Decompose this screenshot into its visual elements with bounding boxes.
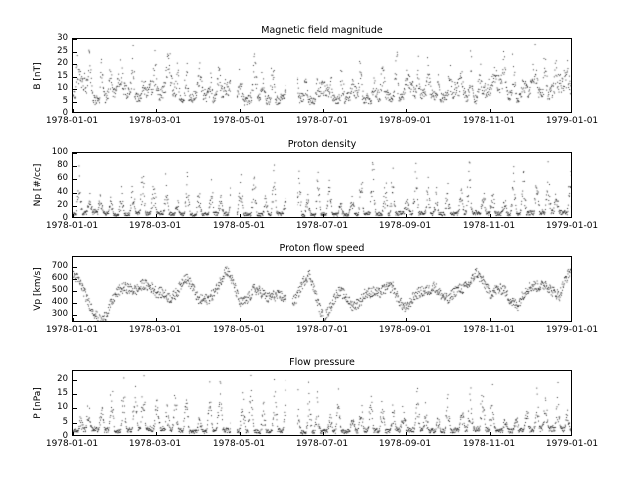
- ytick-mark: [73, 39, 77, 40]
- ytick-label: 80: [57, 160, 68, 171]
- panel-proton-density: [72, 139, 572, 218]
- xtick-label: 1978-05-01: [212, 439, 266, 449]
- xtick-label: 1978-03-01: [128, 221, 182, 231]
- ytick-label: 5: [62, 416, 68, 427]
- ytick-label: 25: [57, 45, 68, 56]
- xtick-label: 1978-11-01: [462, 439, 516, 449]
- axes-proton-flow-speed: [72, 256, 572, 322]
- ytick-label: 10: [57, 83, 68, 93]
- panel-proton-flow-speed: [72, 243, 572, 322]
- ytick-mark: [73, 64, 77, 65]
- data-points-proton-density: [73, 153, 572, 218]
- xtick-label: 1978-11-01: [462, 116, 516, 126]
- ytick-mark: [73, 153, 77, 154]
- panel-title-proton-flow-speed: Proton flow speed: [279, 243, 365, 254]
- xtick-label: 1978-05-01: [212, 116, 266, 126]
- xtick-label: 1979-01-01: [545, 116, 599, 126]
- xtick-mark: [323, 432, 324, 436]
- ytick-mark: [73, 52, 77, 53]
- ytick-mark: [73, 380, 77, 381]
- xtick-mark: [240, 214, 241, 218]
- xtick-mark: [73, 109, 74, 113]
- ytick-label: 20: [57, 373, 68, 384]
- ytick-mark: [73, 408, 77, 409]
- xtick-label: 1978-09-01: [378, 116, 432, 126]
- axes-proton-density: [72, 152, 572, 218]
- ytick-mark: [73, 77, 77, 78]
- xtick-label: 1978-11-01: [462, 325, 516, 335]
- ytick-mark: [73, 423, 77, 424]
- xtick-mark: [240, 318, 241, 322]
- ytick-label: 10: [57, 402, 68, 413]
- xtick-label: 1978-01-01: [45, 439, 99, 449]
- xtick-mark: [156, 109, 157, 113]
- xtick-label: 1978-03-01: [128, 116, 182, 126]
- xtick-mark: [73, 214, 74, 218]
- ytick-label: 700: [51, 260, 68, 271]
- ytick-label: 15: [57, 70, 68, 81]
- ytick-mark: [73, 303, 77, 304]
- xtick-label: 1979-01-01: [545, 325, 599, 335]
- ytick-label: 30: [57, 33, 68, 43]
- ylabel-proton-density: Np [#/cc]: [33, 163, 43, 207]
- ytick-label: 40: [57, 186, 68, 197]
- xtick-mark: [406, 109, 407, 113]
- ytick-mark: [73, 102, 77, 103]
- xtick-label: 1979-01-01: [545, 221, 599, 231]
- data-points-magnetic-field-magnitude: [73, 39, 572, 113]
- xtick-mark: [323, 214, 324, 218]
- xtick-label: 1978-05-01: [212, 325, 266, 335]
- ylabel-magnetic-field-magnitude: B [nT]: [33, 61, 43, 90]
- data-points-proton-flow-speed: [73, 257, 572, 322]
- xtick-mark: [156, 432, 157, 436]
- xtick-mark: [156, 214, 157, 218]
- ytick-mark: [73, 89, 77, 90]
- xtick-label: 1978-07-01: [295, 116, 349, 126]
- xtick-mark: [156, 318, 157, 322]
- xtick-label: 1978-03-01: [128, 439, 182, 449]
- xtick-mark: [490, 109, 491, 113]
- xtick-label: 1978-03-01: [128, 325, 182, 335]
- ytick-mark: [73, 394, 77, 395]
- ytick-mark: [73, 193, 77, 194]
- xtick-mark: [490, 318, 491, 322]
- ytick-mark: [73, 315, 77, 316]
- panel-title-magnetic-field-magnitude: Magnetic field magnitude: [261, 25, 383, 36]
- xtick-mark: [490, 432, 491, 436]
- xtick-mark: [406, 432, 407, 436]
- ylabel-flow-pressure: P [nPa]: [33, 387, 43, 419]
- ytick-label: 20: [57, 58, 68, 68]
- xtick-label: 1978-07-01: [295, 221, 349, 231]
- ytick-label: 0: [62, 108, 68, 118]
- ytick-label: 300: [51, 308, 68, 319]
- ytick-mark: [73, 267, 77, 268]
- ytick-mark: [73, 179, 77, 180]
- panel-title-proton-density: Proton density: [287, 139, 357, 150]
- xtick-mark: [240, 432, 241, 436]
- ytick-label: 5: [62, 95, 68, 106]
- panel-magnetic-field-magnitude: [72, 25, 572, 113]
- ytick-label: 400: [51, 296, 68, 307]
- ytick-label: 15: [57, 387, 68, 398]
- axes-magnetic-field-magnitude: [72, 38, 572, 113]
- xtick-label: 1978-05-01: [212, 221, 266, 231]
- ytick-mark: [73, 291, 77, 292]
- xtick-label: 1978-09-01: [378, 221, 432, 231]
- xtick-mark: [406, 214, 407, 218]
- ytick-mark: [73, 279, 77, 280]
- ytick-label: 20: [57, 199, 68, 210]
- xtick-label: 1978-01-01: [45, 325, 99, 335]
- xtick-label: 1978-07-01: [295, 439, 349, 449]
- xtick-mark: [73, 432, 74, 436]
- ytick-label: 500: [51, 284, 68, 295]
- ytick-mark: [73, 206, 77, 207]
- ytick-label: 0: [62, 431, 68, 441]
- xtick-mark: [240, 109, 241, 113]
- ytick-label: 0: [62, 213, 68, 223]
- xtick-label: 1978-01-01: [45, 221, 99, 231]
- xtick-label: 1978-11-01: [462, 221, 516, 231]
- xtick-mark: [323, 318, 324, 322]
- xtick-mark: [490, 214, 491, 218]
- xtick-label: 1978-01-01: [45, 116, 99, 126]
- axes-flow-pressure: [72, 370, 572, 436]
- panel-flow-pressure: [72, 357, 572, 436]
- panel-title-flow-pressure: Flow pressure: [289, 357, 355, 368]
- xtick-mark: [73, 318, 74, 322]
- ytick-label: 100: [51, 147, 68, 157]
- xtick-label: 1978-09-01: [378, 439, 432, 449]
- xtick-mark: [406, 318, 407, 322]
- ytick-label: 600: [51, 272, 68, 283]
- ylabel-proton-flow-speed: Vp [km/s]: [33, 267, 43, 311]
- data-points-flow-pressure: [73, 371, 572, 436]
- xtick-label: 1979-01-01: [545, 439, 599, 449]
- xtick-label: 1978-07-01: [295, 325, 349, 335]
- ytick-mark: [73, 166, 77, 167]
- xtick-mark: [323, 109, 324, 113]
- ytick-label: 60: [57, 173, 68, 184]
- xtick-label: 1978-09-01: [378, 325, 432, 335]
